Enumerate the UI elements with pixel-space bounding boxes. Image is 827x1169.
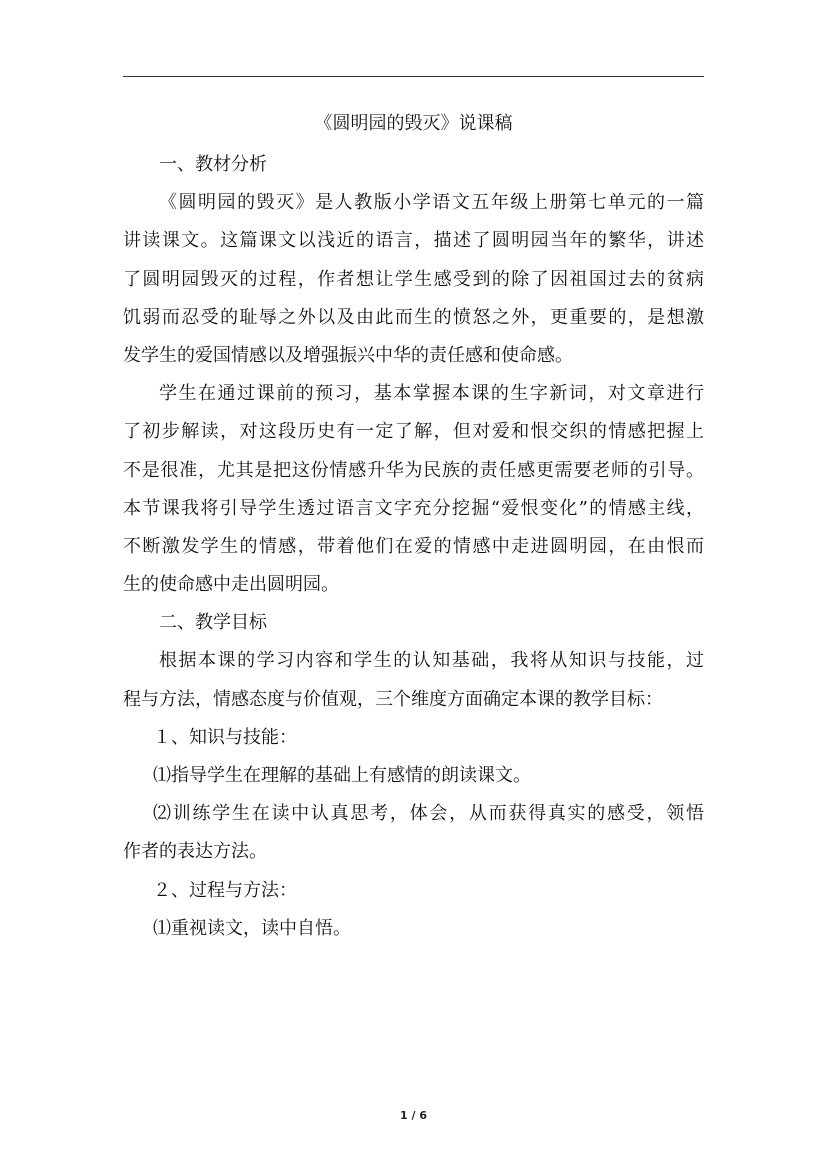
page-indicator: 1 / 6 [400, 1109, 427, 1122]
paragraph-line: 程与方法，情感态度与价值观，三个维度方面确定本课的教学目标： [123, 688, 663, 710]
list-item-multiline [123, 795, 704, 871]
paragraph-line: ⑵训练学生在读中认真思考，体会，从而获得真实的感受，领悟 [153, 803, 704, 825]
document-body [123, 107, 704, 948]
paragraph-line: 了圆明园毁灭的过程，作者想让学生感受到的除了因祖国过去的贫病 [123, 268, 704, 290]
paragraph-line: 作者的表达方法。 [123, 841, 267, 863]
header-rule [123, 76, 704, 77]
paragraph-line: 根据本课的学习内容和学生的认知基础，我将从知识与技能，过 [159, 650, 704, 672]
subheading-process-methods: ２、过程与方法： [153, 879, 297, 901]
paragraph-line: 讲读课文。这篇课文以浅近的语言，描述了圆明园当年的繁华，讲述 [123, 230, 704, 252]
paragraph-line: 发学生的爱国情感以及增强振兴中华的责任感和使命感。 [123, 344, 573, 366]
paragraph-line: 《圆明园的毁灭》是人教版小学语文五年级上册第七单元的一篇 [159, 192, 704, 214]
paragraph-line: 学生在通过课前的预习，基本掌握本课的生字新词，对文章进行 [159, 383, 704, 405]
list-item: ⑴重视读文，读中自悟。 [153, 917, 351, 939]
list-item: ⑴指导学生在理解的基础上有感情的朗读课文。 [153, 765, 531, 786]
paragraph-line: 生的使命感中走出圆明园。 [123, 574, 339, 596]
section-heading-analysis: 一、教材分析 [159, 154, 267, 175]
document-title: 《圆明园的毁灭》说课稿 [314, 113, 513, 134]
paragraph-textbook-analysis [123, 184, 704, 375]
paragraph-objectives-intro [123, 642, 704, 718]
paragraph-line: 本节课我将引导学生透过语言文字充分挖掘“爱恨变化”的情感主线， [123, 497, 704, 519]
paragraph-line: 不断激发学生的情感，带着他们在爱的情感中走进圆明园，在由恨而 [123, 535, 704, 557]
subheading-knowledge-skills: １、知识与技能： [153, 726, 297, 748]
paragraph-line: 不是很准，尤其是把这份情感升华为民族的责任感更需要老师的引导。 [123, 459, 704, 481]
paragraph-line: 了初步解读，对这段历史有一定了解，但对爱和恨交织的情感把握上 [123, 421, 704, 443]
section-heading-objectives: 二、教学目标 [159, 612, 267, 634]
paragraph-student-analysis [123, 375, 704, 604]
paragraph-line: 饥弱而忍受的耻辱之外以及由此而生的愤怒之外，更重要的，是想激 [123, 306, 704, 328]
